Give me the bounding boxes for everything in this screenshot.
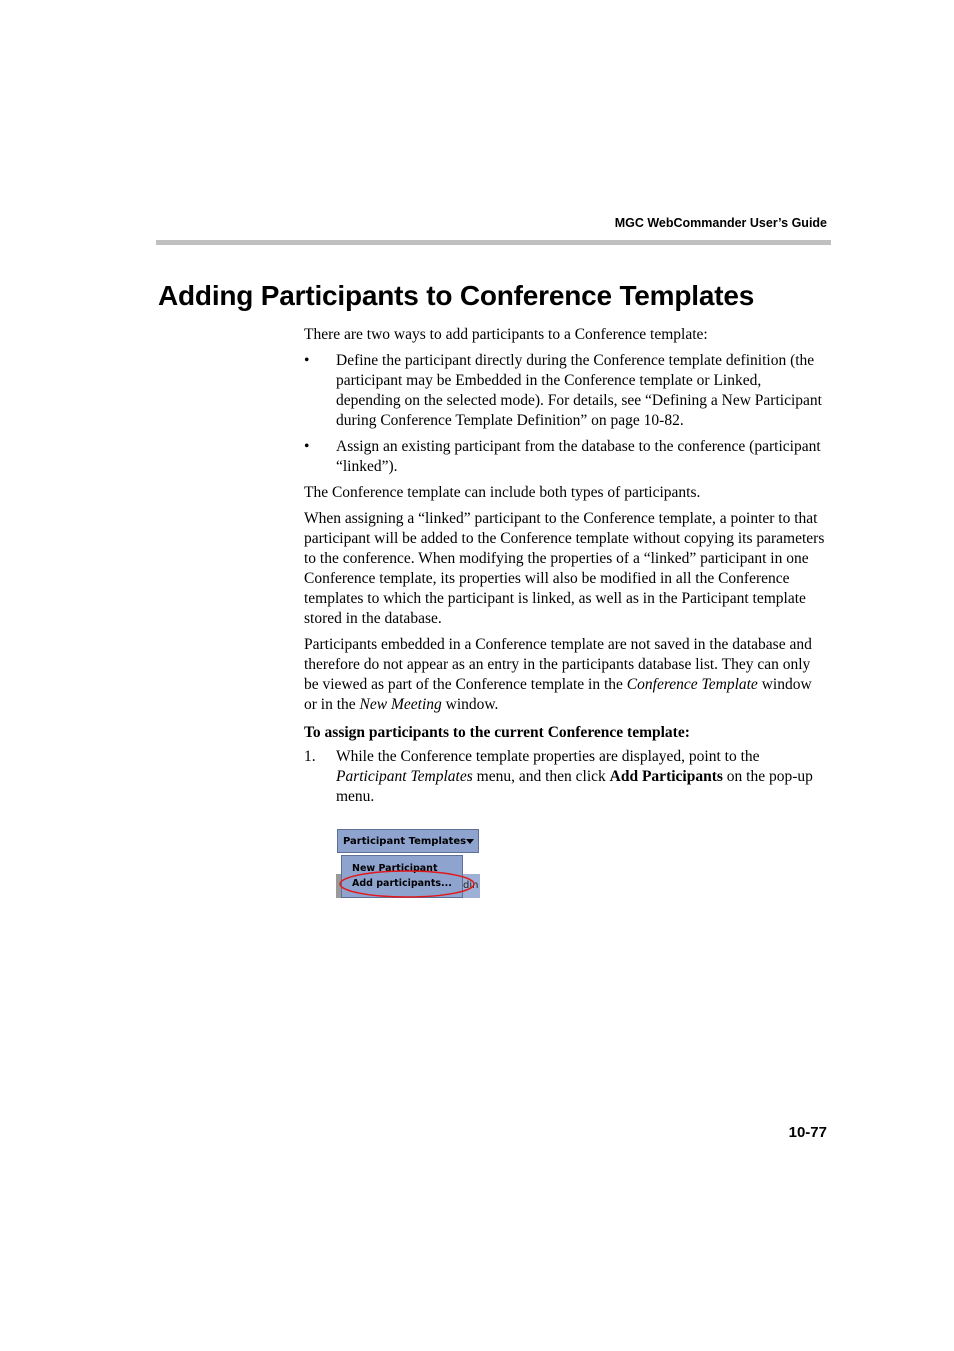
menu-item-add-participants[interactable]: Add participants... [352,878,452,889]
embedded-text-2: window or in the [304,676,812,713]
list-item [304,437,828,477]
embedded-italic-2: New Meeting [359,696,442,713]
running-header: MGC WebCommander User’s Guide [614,216,827,230]
body-text [304,325,828,813]
step-text-2: menu, and then click [472,768,610,785]
menu-screenshot [336,828,480,898]
page-title: Adding Participants to Conference Templates [158,280,755,311]
step-text-3: on the pop-up menu. [336,768,813,805]
embedded-italic-1: Conference Template [626,676,758,693]
step-bold: Add Participants [609,768,723,785]
step-number: 1. [304,748,316,765]
procedure-heading: To assign participants to the current Conference template: [304,724,690,741]
embedded-paragraph [304,635,828,715]
step-text-1: While the Conference template properties are displayed, point to the [336,748,760,765]
procedure-step [304,747,828,807]
list-item-text: Define the participant directly during the Conference template definition (the participant may be Embedded in the Conference template or Linked, depending on the selected mode). For details, see “Defining a New Participant during Conference Template Definition” on page 10-82. [336,352,822,429]
list-item [304,351,828,431]
header-rule [156,240,831,245]
step-italic: Participant Templates [336,768,473,785]
intro-paragraph: There are two ways to add participants to a Conference template: [304,326,708,343]
step-text [336,747,828,807]
types-paragraph: The Conference template can include both types of participants. [304,484,701,501]
page-number: 10-77 [788,1124,827,1141]
list-item-text: Assign an existing participant from the database to the conference (participant “linked”). [336,438,821,475]
bullet-marker: • [304,438,310,455]
background-right-fragment: din [463,874,480,898]
embedded-text-1: Participants embedded in a Conference template are not saved in the database and therefore do not appear as an entry in the participants database list. They can only be viewed as part of the Conference template in the [304,636,812,693]
bullet-list [304,351,828,477]
menu-item-new-participant[interactable]: New Participant [352,863,438,874]
embedded-text-3: window. [441,696,499,713]
highlight-ellipse [336,828,480,898]
menu-label: Participant Templates [343,835,467,847]
bullet-marker: • [304,352,310,369]
linked-paragraph: When assigning a “linked” participant to the Conference template, a pointer to that participant will be added to the Conference template without copying its parameters to the conference. When modifying the properties of a “linked” participant in one Conference template, its properties will also be modified in all the Conference templates to which the participant is linked, as well as in the Participant template stored in the database. [304,510,825,627]
